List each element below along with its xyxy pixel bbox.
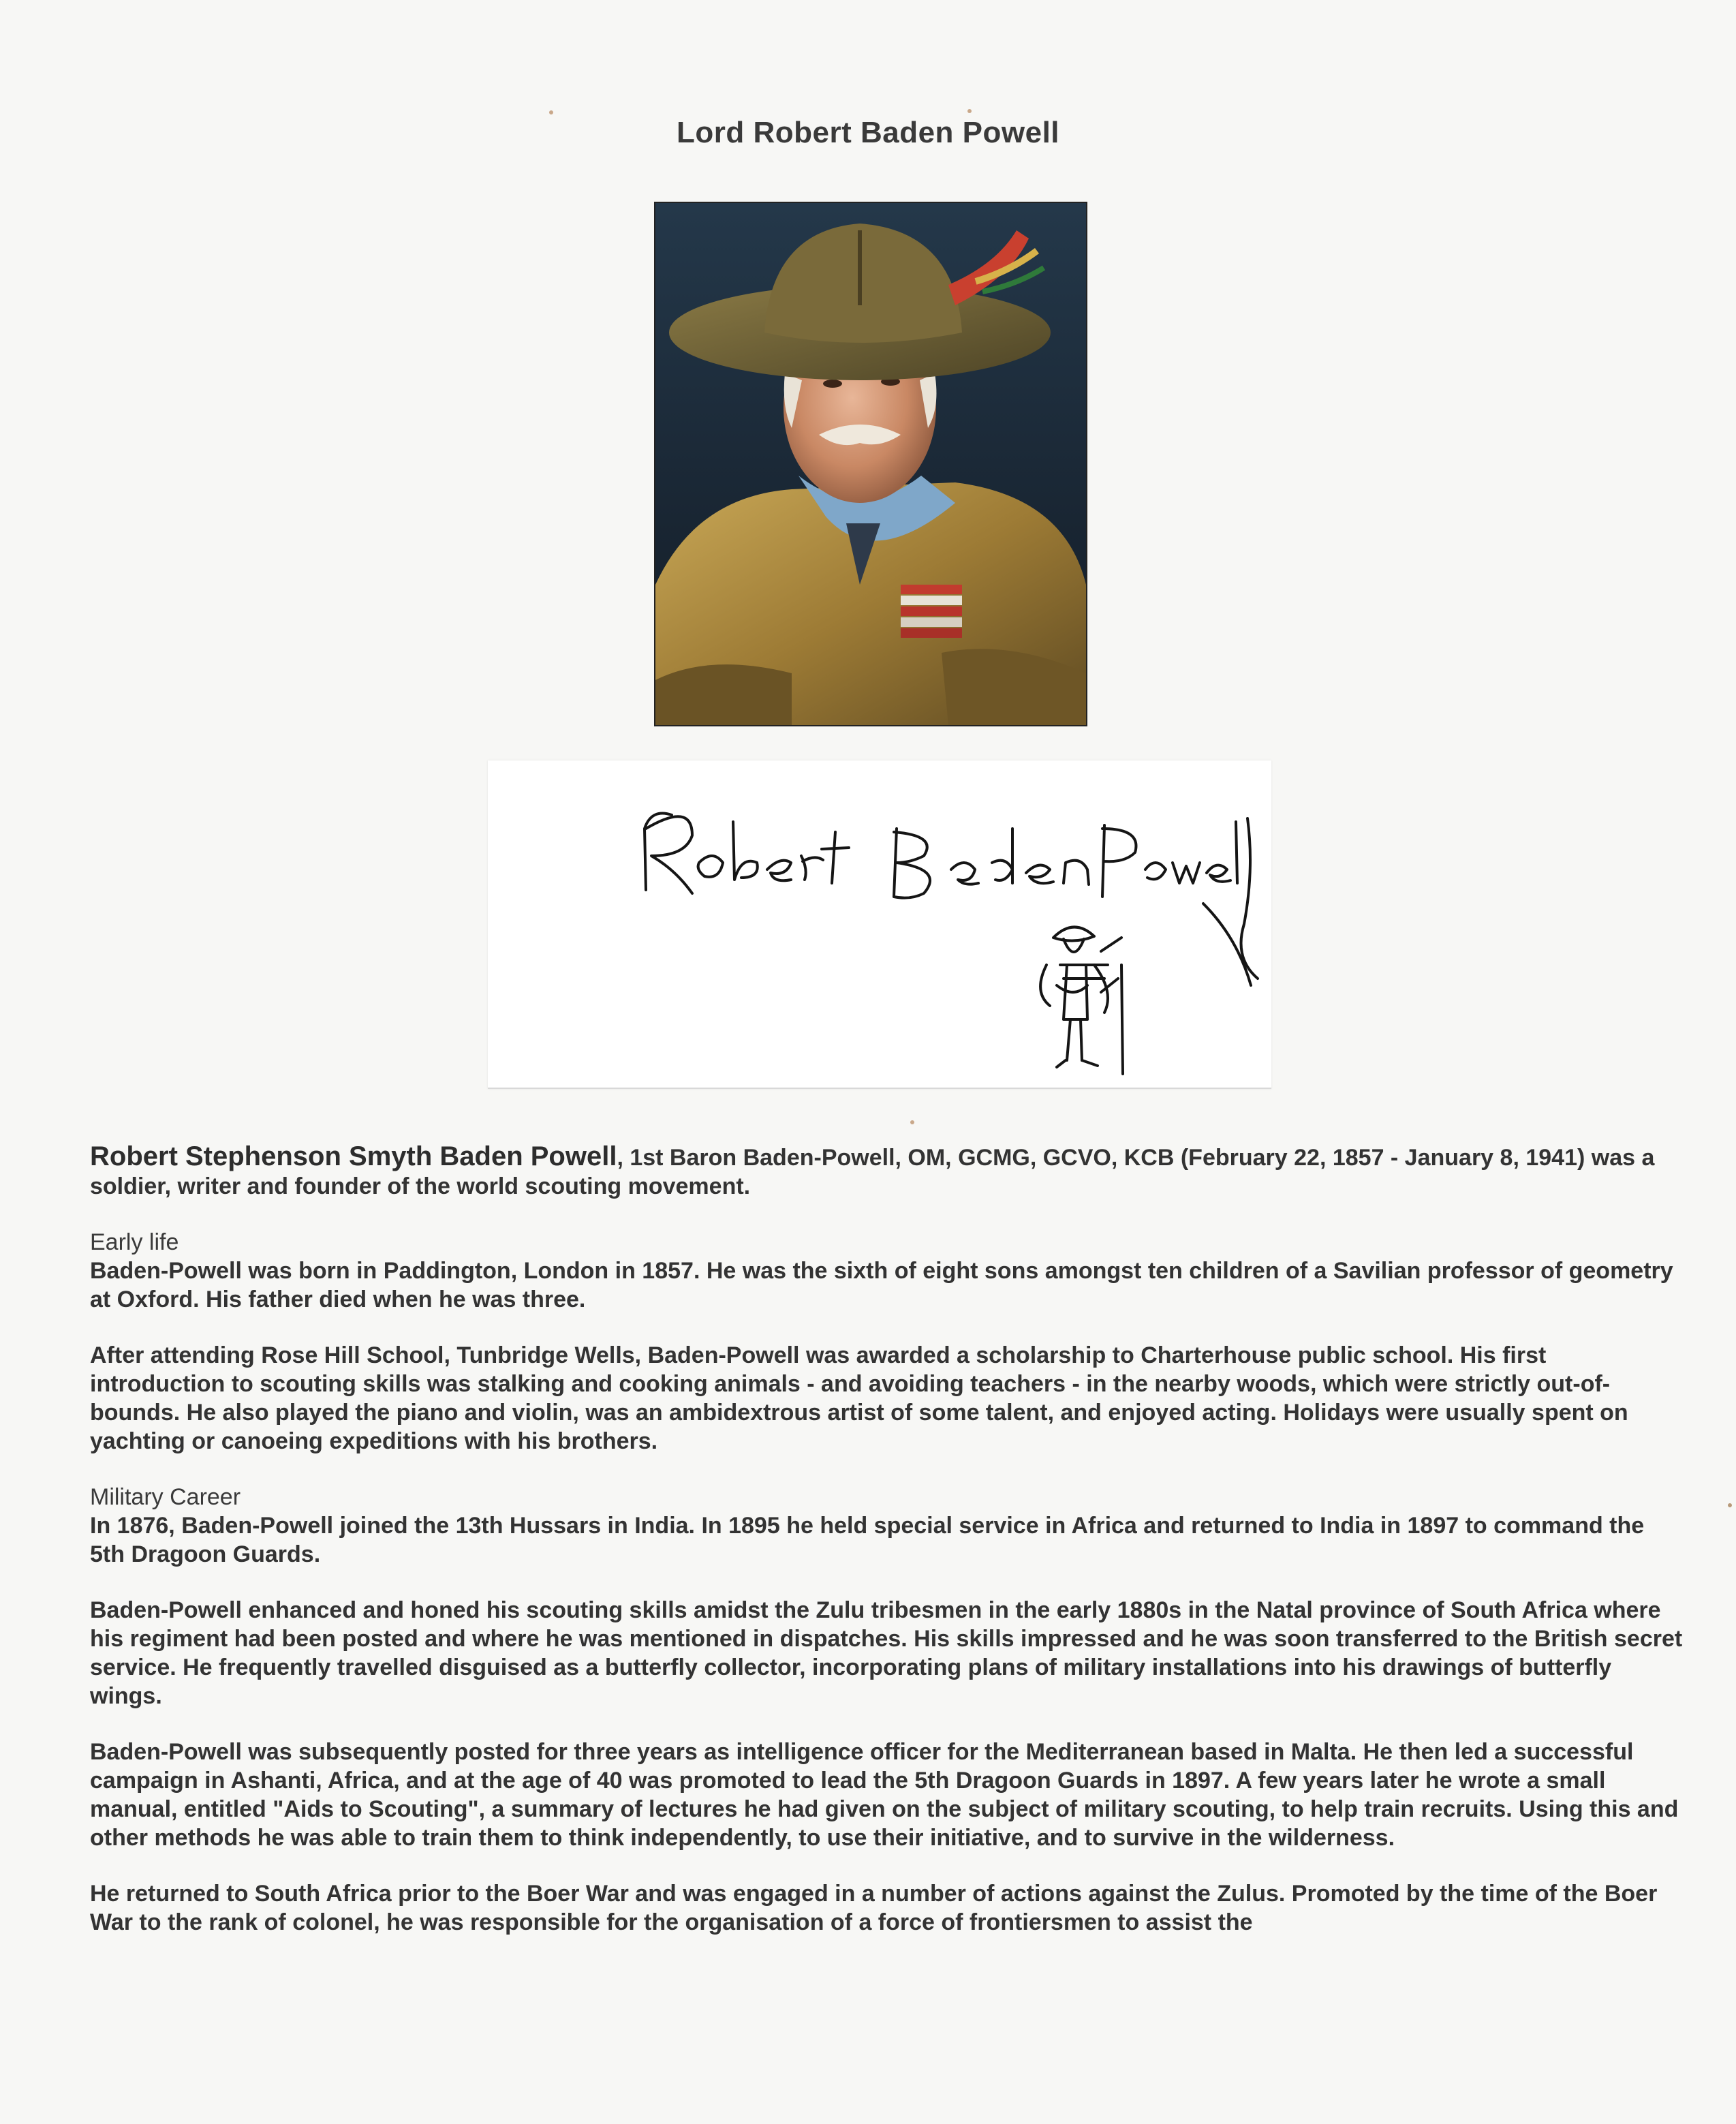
paragraph: In 1876, Baden-Powell joined the 13th Hussars in India. In 1895 he held special service in Africa and returned to India in 1897 to command the 5th Dragoon Guards.: [90, 1513, 1645, 1567]
intro-paragraph: [90, 1142, 1684, 1201]
portrait-image: [654, 202, 1087, 726]
signature-image: [488, 760, 1271, 1088]
section-heading: Military Career: [90, 1484, 241, 1510]
paragraph: Baden-Powell was subsequently posted for three years as intelligence officer for the Mediterranean based in Malta. He then led a successful campaign in Ashanti, Africa, and at the age of 40 was promoted to lead the 5th Dragoon Guards in 1897. A few years later he wrote a small manual, entitled "Aids to Scouting", a summary of lectures he had given on the subject of military scouting, to help train recruits. Using this and other methods he was able to train them to think independently, to use their initiative, and to survive in the wilderness.: [90, 1739, 1679, 1851]
subject-name: Robert Stephenson Smyth Baden Powell: [90, 1141, 617, 1171]
paragraph: Baden-Powell was born in Paddington, London in 1857. He was the sixth of eight sons amongst ten children of a Savilian professor of geometry at Oxford. His father died when he was three.: [90, 1258, 1673, 1312]
page-title: Lord Robert Baden Powell: [676, 116, 1060, 149]
section-heading: Early life: [90, 1229, 179, 1255]
paragraph: Baden-Powell enhanced and honed his scouting skills amidst the Zulu tribesmen in the early 1880s in the Natal province of South Africa where his regiment had been posted and where he was mentioned in dispatches. His skills impressed and he was soon transferred to the British secret service. He frequently travelled disguised as a butterfly collector, incorporating plans of military installations into his drawings of butterfly wings.: [90, 1597, 1683, 1709]
section-early-life: [90, 1228, 1684, 1456]
paragraph: He returned to South Africa prior to the Boer War and was engaged in a number of actions against the Zulus. Promoted by the time of the Boer War to the rank of colonel, he was responsible for the organisation of a force of frontiersmen to assist the: [90, 1881, 1658, 1935]
paragraph: After attending Rose Hill School, Tunbridge Wells, Baden-Powell was awarded a scholarship to Charterhouse public school. His first introduction to scouting skills was stalking and cooking animals - and avoiding teachers - in the nearby woods, which were strictly out-of-bounds. He also played the piano and violin, was an ambidextrous artist of some talent, and enjoyed acting. Holidays were usually spent on yachting or canoeing expeditions with his brothers.: [90, 1342, 1628, 1454]
section-military-career: [90, 1483, 1684, 1937]
biography-text: [90, 1142, 1684, 1964]
signature-card: [488, 760, 1271, 1089]
intro-text: , 1st Baron Baden-Powell, OM, GCMG, GCVO, KCB (February 22, 1857 - January 8, 1941) was a soldier, writer and founder of the world scouting movement.: [90, 1145, 1655, 1199]
